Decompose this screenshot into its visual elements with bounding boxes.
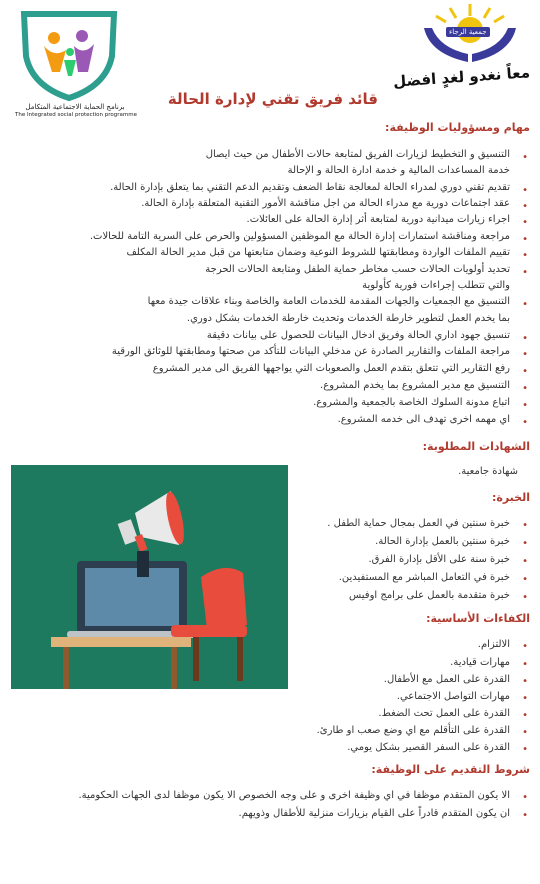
- list-item: اجراء زيارات ميدانية دورية لمتابعة أثر إدارة الحالة على العائلات.: [246, 214, 510, 225]
- shield-logo-icon: [14, 6, 124, 102]
- bullet-icon: •: [522, 744, 528, 755]
- list-item: رفع التقارير التي تتعلق بتقدم العمل والصعوبات التي يواجهها الفريق الى مدير المشروع: [152, 363, 510, 374]
- list-item: خبرة سنتين بالعمل بإدارة الحالة.: [375, 536, 510, 547]
- list-item: اي مهمه اخرى تهدف الى خدمه المشروع.: [337, 414, 510, 425]
- list-item: عقد اجتماعات دورية مع مدراء الحالة من اجل مناقشة الأمور التقنية المتعلقة بإدارة الحالة.: [141, 198, 510, 209]
- bullet-icon: •: [522, 250, 528, 261]
- list-item: والتي تتطلب إجراءات فورية كأولوية: [362, 280, 510, 291]
- bullet-icon: •: [522, 641, 528, 652]
- bullet-icon: •: [522, 592, 528, 603]
- bullet-icon: •: [522, 520, 528, 531]
- al-rajaa-logo: [392, 2, 534, 102]
- competencies-heading: الكفاءات الأساسية:: [426, 612, 530, 625]
- integrated-protection-logo: [14, 6, 138, 122]
- job-title: قائد فريق تقني لإدارة الحالة: [167, 90, 378, 108]
- bullet-icon: •: [522, 574, 528, 585]
- list-item: تنسيق جهود اداري الحالة وفريق ادخال البيانات للحصول على بيانات دقيقة: [206, 330, 510, 341]
- bullet-icon: •: [522, 349, 528, 360]
- list-item: خبرة سنتين في العمل بمجال حماية الطفل .: [327, 518, 510, 529]
- list-item: القدرة على العمل تحت الضغط.: [378, 708, 510, 719]
- association-name: جمعية الرجاء: [446, 27, 490, 37]
- bullet-icon: •: [522, 676, 528, 687]
- bullet-icon: •: [522, 556, 528, 567]
- list-item: التنسيق مع الجمعيات والجهات المقدمة للخدمات العامة والخاصة وبناء علاقات جيدة معها: [147, 296, 510, 307]
- list-item: القدرة على السفر القصير بشكل يومي.: [347, 742, 510, 753]
- experience-heading: الخبرة:: [491, 491, 530, 504]
- bullet-icon: •: [522, 152, 528, 163]
- list-item: بما يخدم العمل لتطوير خارطة الخدمات وتحديث خارطة الخدمات بشكل دوري.: [186, 313, 510, 324]
- bullet-icon: •: [522, 659, 528, 670]
- list-item: تقديم تقني دوري لمدراء الحالة لمعالجة نقاط الضعف وتقديم الدعم التقني بما يتعلق بإدارة الحالة.: [110, 182, 510, 193]
- hiring-megaphone-illustration: [11, 465, 288, 689]
- list-item: خبرة في التعامل المباشر مع المستفيدين.: [338, 572, 510, 583]
- list-item: مهارات التواصل الاجتماعي.: [396, 691, 510, 702]
- list-item: القدرة على العمل مع الأطفال.: [383, 674, 510, 685]
- bullet-icon: •: [522, 201, 528, 212]
- bullet-icon: •: [522, 693, 528, 704]
- list-item: خبرة متقدمة بالعمل على برامج اوفيس: [349, 590, 510, 601]
- bullet-icon: •: [522, 538, 528, 549]
- list-item: خدمة المساعدات المالية و خدمة ادارة الحالة و الإحالة: [287, 165, 510, 176]
- bullet-icon: •: [522, 810, 528, 821]
- list-item: التنسيق مع مدير المشروع بما يخدم المشروع.: [320, 380, 510, 391]
- list-item: التنسيق و التخطيط لزيارات الفريق لمتابعة حالات الأطفال من حيث ايصال: [205, 149, 510, 160]
- list-item: القدرة على التأقلم مع اي وضع صعب او طارئ.: [316, 725, 510, 736]
- list-item: مراجعة الملفات والتقارير الصادرة عن مدخلي البيانات للتأكد من صحتها ومطابقتها للوثائق الورقية: [111, 346, 510, 357]
- bullet-icon: •: [522, 185, 528, 196]
- bullet-icon: •: [522, 234, 528, 245]
- slogan: معاً نغدو لغدٍ افضل: [392, 63, 531, 91]
- list-item: تحديد أولويات الحالات حسب مخاطر حماية الطفل ومتابعة الحالات الحرجة: [205, 264, 510, 275]
- bullet-icon: •: [522, 383, 528, 394]
- bullet-icon: •: [522, 267, 528, 278]
- conditions-heading: شروط التقديم على الوظيفة:: [371, 763, 530, 776]
- certificates-heading: الشهادات المطلوبة:: [422, 440, 530, 453]
- bullet-icon: •: [522, 710, 528, 721]
- hands-sun-logo-icon: [406, 2, 534, 72]
- bullet-icon: •: [522, 299, 528, 310]
- bullet-icon: •: [522, 217, 528, 228]
- bullet-icon: •: [522, 333, 528, 344]
- list-item: الا يكون المتقدم موظفا في اي وظيفة اخرى و على وجه الخصوص الا يكون موظفا لدى الجهات الحكومية.: [78, 790, 510, 801]
- bullet-icon: •: [522, 366, 528, 377]
- list-item: شهادة جامعية.: [458, 466, 518, 477]
- list-item: مراجعة ومناقشة استمارات إدارة الحالة مع الموظفين المسؤولين والحرص على السرية التامة للحالات.: [89, 231, 510, 242]
- list-item: تقييم الملفات الواردة ومطابقتها للشروط النوعية وضمان متابعتها من قبل مدير الحالة المكلف: [126, 247, 510, 258]
- bullet-icon: •: [522, 400, 528, 411]
- list-item: خبرة سنة على الأقل بإدارة الفرق.: [368, 554, 510, 565]
- org-name-ar: برنامج الحماية الاجتماعية المتكامل: [25, 103, 125, 111]
- bullet-icon: •: [522, 727, 528, 738]
- list-item: مهارات قيادية.: [450, 657, 510, 668]
- bullet-icon: •: [522, 792, 528, 803]
- bullet-icon: •: [522, 417, 528, 428]
- org-name-en: The Integrated social protection programme: [14, 112, 138, 118]
- laptop-icon: [67, 551, 199, 638]
- list-item: ان يكون المتقدم قادراً على القيام بزيارات منزلية للأطفال وذويهم.: [238, 808, 510, 819]
- list-item: الالتزام.: [477, 639, 510, 650]
- duties-heading: مهام ومسؤوليات الوظيفة:: [385, 121, 530, 134]
- list-item: اتباع مدونة السلوك الخاصة بالجمعية والمشروع.: [313, 397, 510, 408]
